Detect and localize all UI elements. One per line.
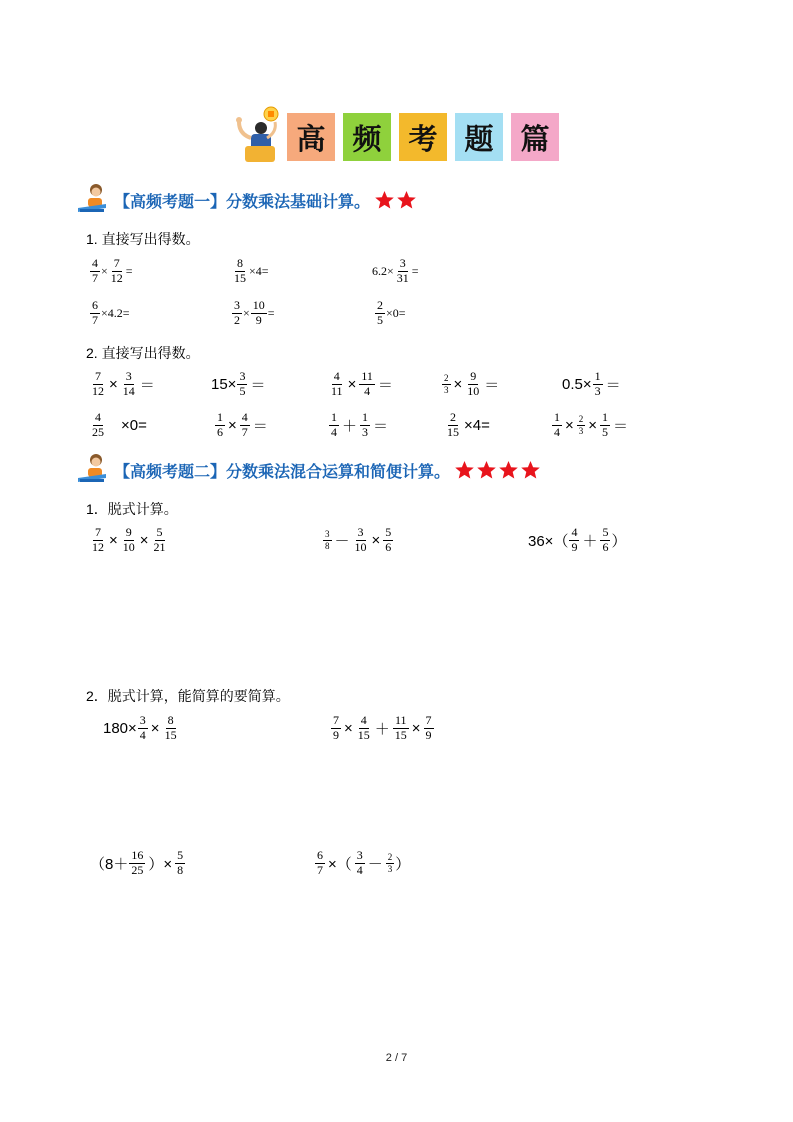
expression: （8＋ $\frac{16}{25}$ ）× $\frac{5}{8}$ (90, 848, 184, 877)
difficulty-stars (454, 460, 542, 480)
banner-title (287, 113, 559, 161)
expression: $\frac{1}{4}$ ＋ $\frac{1}{3}$ ＝ (331, 410, 389, 439)
expression: $\frac{7}{12}$ × $\frac{3}{14}$ ＝ (92, 369, 155, 398)
expression: $\frac{3}{2}$ × $\frac{10}{9}$ = (234, 298, 275, 327)
expression: 36×（ $\frac{4}{9}$ ＋ $\frac{5}{6}$ ） (528, 525, 627, 554)
question-label: 2．脱式计算，能简算的要简算。 (86, 688, 290, 704)
section-title: 【高频考题一】分数乘法基础计算。 (114, 193, 371, 211)
expression: 180× $\frac{3}{4}$ × $\frac{8}{15}$ (103, 713, 177, 742)
difficulty-stars (374, 190, 418, 210)
expression: $\frac{8}{15}$ ×4 = (234, 256, 269, 285)
banner-illustration (229, 104, 285, 166)
expression: $\frac{2}{15}$ ×4= (447, 410, 490, 439)
expression: $\frac{4}{11}$ × $\frac{11}{4}$ ＝ (331, 369, 393, 398)
banner-char: 考 (399, 113, 447, 161)
section-title: 【高频考题二】分数乘法混合运算和简便计算。 (114, 463, 451, 481)
section2-heading (76, 454, 542, 486)
question-label: 2. 直接写出得数。 (86, 345, 200, 361)
expression: $\frac{2}{3}$ × $\frac{9}{10}$ ＝ (444, 369, 500, 398)
expression: $\frac{2}{5}$ ×0 = (377, 298, 406, 327)
expression: 15× $\frac{3}{5}$ ＝ (211, 369, 266, 398)
page-number: 2 / 7 (385, 1052, 408, 1064)
expression: $\frac{4}{25}$ ×0= (92, 410, 147, 439)
star-icon (396, 190, 417, 210)
banner-char: 高 (287, 113, 335, 161)
star-icon (498, 460, 519, 480)
section1-heading (76, 184, 418, 216)
expression: $\frac{7}{9}$ × $\frac{4}{15}$ ＋ $\frac{11}{15}$ × $\frac{7}{9}$ (333, 713, 432, 742)
question-label: 1．脱式计算。 (86, 501, 178, 517)
star-icon (374, 190, 395, 210)
expression: 6.2× $\frac{3}{31}$ = (372, 256, 419, 285)
banner-char: 题 (455, 113, 503, 161)
expression: 0.5× $\frac{1}{3}$ ＝ (562, 369, 621, 398)
expression: $\frac{1}{4}$ × $\frac{2}{3}$ × $\frac{1}{5}$ ＝ (554, 410, 629, 439)
expression: $\frac{4}{7}$ × $\frac{7}{12}$ = (92, 256, 133, 285)
expression: $\frac{1}{6}$ × $\frac{4}{7}$ ＝ (217, 410, 268, 439)
student-writing-icon (76, 452, 108, 489)
star-icon (520, 460, 541, 480)
student-writing-icon (76, 182, 108, 219)
question-label: 1. 直接写出得数。 (86, 231, 200, 247)
expression: $\frac{7}{12}$ × $\frac{9}{10}$ × $\frac{5}{21}$ (92, 525, 166, 554)
banner-char: 频 (343, 113, 391, 161)
expression: $\frac{6}{7}$ ×（ $\frac{3}{4}$ － $\frac{2}{3}$ ） (317, 848, 411, 877)
star-icon (476, 460, 497, 480)
expression: $\frac{6}{7}$ ×4.2 = (92, 298, 130, 327)
expression: $\frac{3}{8}$ － $\frac{3}{10}$ × $\frac{5}{6}$ (325, 525, 392, 554)
star-icon (454, 460, 475, 480)
banner-char: 篇 (511, 113, 559, 161)
